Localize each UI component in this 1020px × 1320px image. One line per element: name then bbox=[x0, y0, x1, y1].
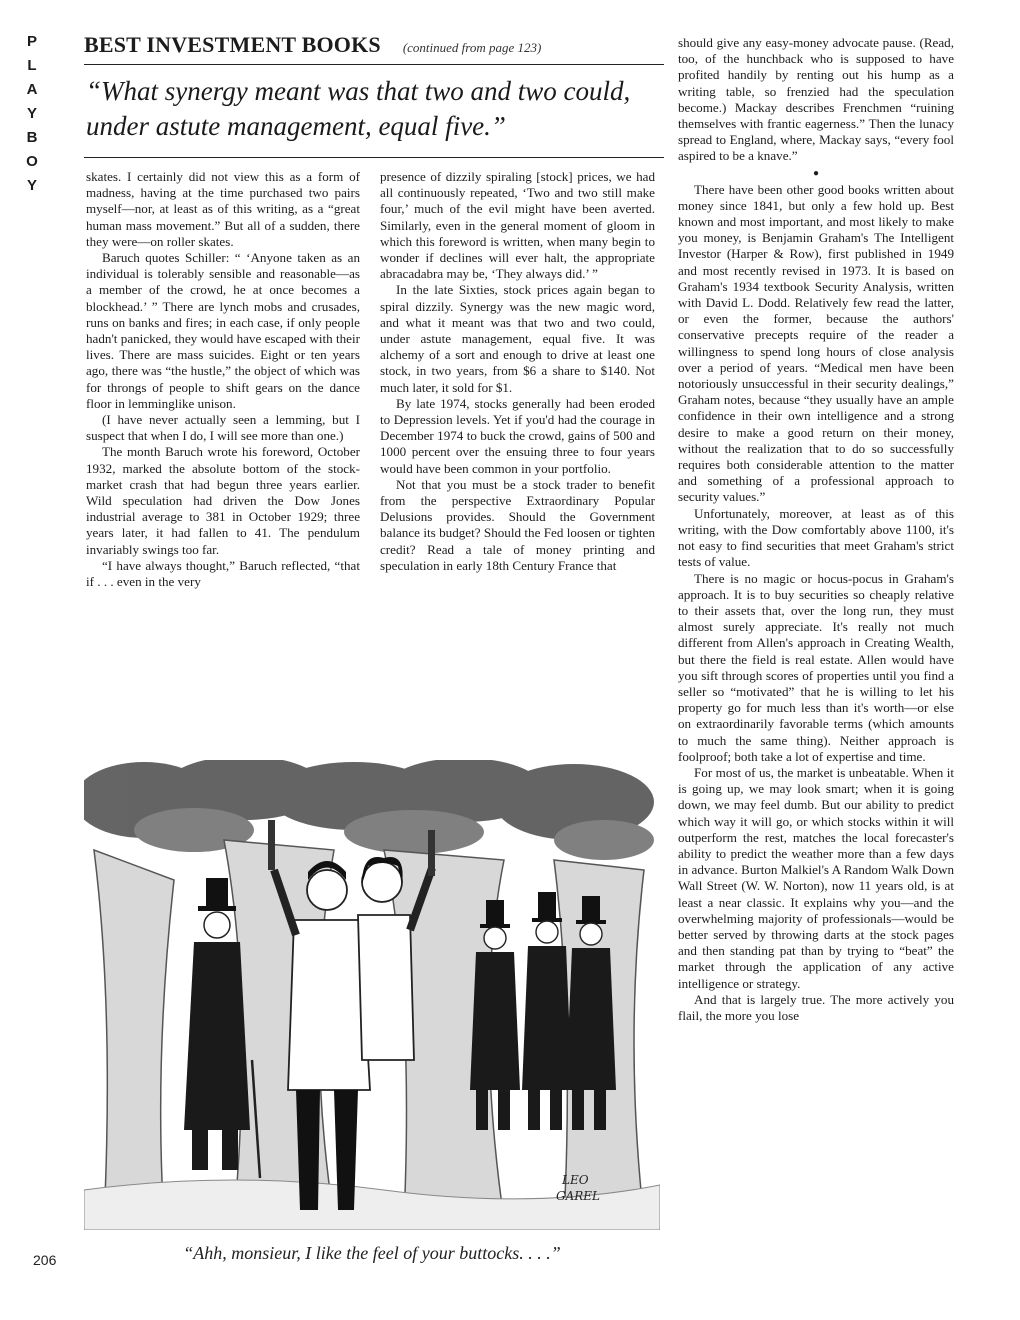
pull-quote-top-rule bbox=[84, 64, 664, 65]
article-title: BEST INVESTMENT BOOKS bbox=[84, 32, 381, 57]
magazine-letter: Y bbox=[26, 177, 37, 194]
cartoon-illustration bbox=[84, 760, 660, 1230]
paragraph: Baruch quotes Schiller: “ ‘Anyone taken as an individual is tolerably sensible and reasonable—as a member of the crowd, he at once becomes a blockhead.’ ” There are lynch mobs and crusades, runs on banks and fires; in each case, if only people hadn't panicked, they would have escaped with their lives. There are mass suicides. Eight or ten years ago, there was “the hustle,” the object of which was for throngs of people to shift gears on the dance floor in lemminglike unison. bbox=[86, 250, 360, 411]
paragraph: should give any easy-money advocate pause. (Read, too, of the hunchback who is supposed to have profited handily by renting out his hump as a writing table, so frenzied had the speculation become.) Mackay describes Frenchmen “ruining themselves with frantic eagerness.” Then the lunacy spread to England, where, Mackay says, “every fool aspired to be a knave.” bbox=[678, 35, 954, 164]
paragraph: There is no magic or hocus-pocus in Graham's approach. It is to buy securities so cheaply relative to their assets that, over the long run, they must almost surely appreciate. It's really not much different from Allen's approach in Creating Wealth, but there the field is real estate. Allen would have you sift through scores of properties until you find a seller so “motivated” that he is willing to let his property go for much less than it's worth—or else on extraordinarily favorable terms (which amounts to much the same thing). Neither approach is foolproof; both take a lot of expertise and time. bbox=[678, 570, 954, 764]
paragraph: Not that you must be a stock trader to benefit from the perspective Extraordinary Popular Delusions provides. Should the Government balance its budget? Should the Fed loosen or tighten credit? Read a tale of money printing and speculation in early 18th Century France that bbox=[380, 476, 655, 573]
pull-quote-bottom-rule bbox=[84, 157, 664, 158]
text-column-2 bbox=[380, 169, 655, 574]
paragraph: By late 1974, stocks generally had been eroded to Depression levels. Yet if you'd had the courage in December 1974 to buck the crowd, gains of 500 and 1000 percent over the ensuing three to four years would have been common in your portfolio. bbox=[380, 395, 655, 476]
artist-signature: LEO bbox=[562, 1173, 589, 1187]
continued-note: (continued from page 123) bbox=[402, 40, 542, 55]
text-column-1 bbox=[86, 169, 360, 590]
paragraph: The month Baruch wrote his foreword, October 1932, marked the absolute bottom of the stock-market crash that had begun three years earlier. Wild speculation had driven the Dow Jones industrial average to 381 in October 1929; three years later, it had fallen to 41. The pendulum invariably swings too far. bbox=[86, 444, 360, 557]
paragraph: “I have always thought,” Baruch reflected, “that if . . . even in the very bbox=[86, 557, 360, 590]
article-header bbox=[84, 32, 664, 58]
artist-signature: GAREL bbox=[556, 1189, 601, 1203]
seconds-right bbox=[470, 892, 616, 1130]
paragraph: Unfortunately, moreover, at least as of this writing, with the Dow comfortably above 1100, it's not easy to find securities that meet Graham's strict tests of value. bbox=[678, 505, 954, 570]
paragraph: There have been other good books written about money since 1841, but only a few hold up. Best known and most important, and most likely to make you money, is Benjamin Graham's The Intelligent Investor (Harper & Row), first published in 1949 and most recently revised in 1973. It is based on Graham's 1934 textbook Security Analysis, written with David L. Dodd. Relatively few read the latter, or even the former, because the authors' conservative precepts require of the reader a willingness to spend long hours of close analysis over a period of years. “Medical men have been notoriously unsuccessful in their security dealings,” Graham notes, because “they usually have an ample confidence in their own intelligence and a strong desire to make a good return on their money, without the realization that to do so successfully requires both considerable attention to the matter and something of a professional approach to security values.” bbox=[678, 181, 954, 505]
magazine-letter: Y bbox=[26, 105, 37, 122]
paragraph: (I have never actually seen a lemming, but I suspect that when I do, I will see more than one.) bbox=[86, 412, 360, 444]
tree-canopy bbox=[84, 760, 654, 860]
text-column-3 bbox=[678, 35, 954, 1024]
paragraph: skates. I certainly did not view this as a form of madness, having at the time purchased two pairs myself—nor, at least as of this writing, as a “great human mass movement.” But all of a sudden, there they were—on roller skates. bbox=[86, 169, 360, 249]
pull-quote: “What synergy meant was that two and two could, under astute management, equal five.” bbox=[86, 76, 631, 141]
cartoon-caption: “Ahh, monsieur, I like the feel of your buttocks. . . .” bbox=[183, 1243, 561, 1263]
magazine-letter: O bbox=[26, 153, 38, 170]
magazine-name bbox=[18, 30, 46, 198]
magazine-letter: P bbox=[26, 33, 37, 50]
paragraph: In the late Sixties, stock prices again began to spiral dizzily. Synergy was the new magic word, and what it meant was that two and two could, under astute management, equal five. It was alchemy of a sort and enough to drive at least one stock, in two years, from $6 a share to $140. Not much later, it sold for $1. bbox=[380, 282, 655, 395]
paragraph: And that is largely true. The more actively you flail, the more you lose bbox=[678, 991, 954, 1023]
magazine-letter: A bbox=[26, 81, 38, 98]
paragraph: presence of dizzily spiraling [stock] prices, we had all continuously repeated, ‘Two and two still make four,’ much of the evil might have been averted. Similarly, even in the general moment of gloom in which this foreword is written, when many begin to wonder if declines will ever halt, the appropriate abracadabra may be, ‘They always did.’ ” bbox=[380, 169, 655, 282]
section-break-bullet: ● bbox=[812, 167, 820, 179]
magazine-letter: L bbox=[27, 57, 37, 74]
magazine-letter: B bbox=[26, 129, 38, 146]
paragraph: For most of us, the market is unbeatable. When it is going up, we may look smart; when it is going down, we may feel dumb. But our ability to predict which way it will go, or which stocks within it will outperform the rest, matches the local forecaster's ability to predict the weather more than a few days in advance. Burton Malkiel's A Random Walk Down Wall Street (W. W. Norton), now 11 years old, is at least a near classic. It explains why you—and the overwhelming majority of professionals—would be better served by throwing darts at the stock pages and then standing pat than by trying to “beat” the market through the application of any active intelligence or strategy. bbox=[678, 764, 954, 991]
page-number: 206 bbox=[33, 1252, 57, 1268]
